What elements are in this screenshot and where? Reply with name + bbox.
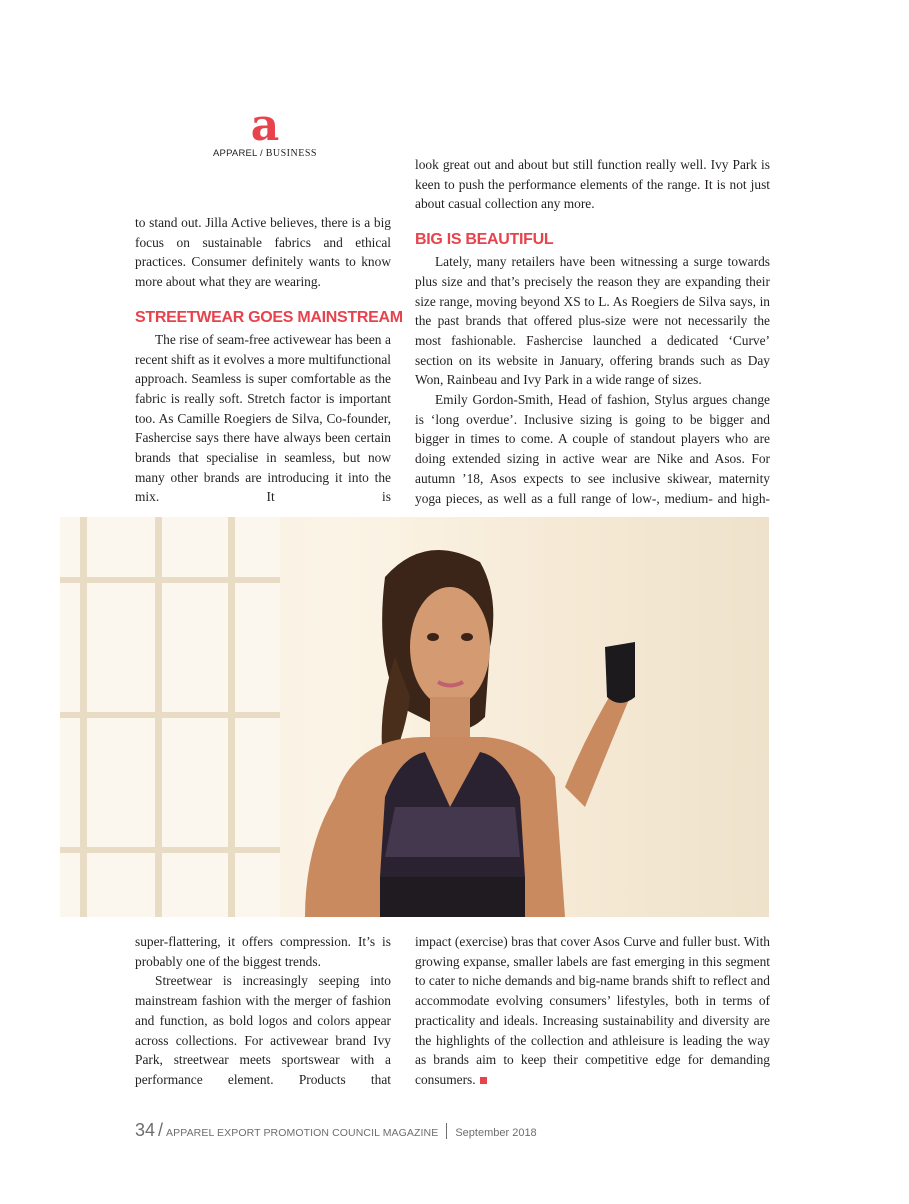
paragraph-inclusive-sizing: Emily Gordon-Smith, Head of fashion, Stylus argues change is ‘long overdue’. Inclusive sizing is going to be bigger and bigger in times to come. A couple of standout players who are doing extended sizing in active wear are Nike and Asos. For autumn ’18, Asos expects to see inclusive skiwear, maternity yoga pieces, as well as a full range of low-, medium- and high-	[415, 392, 770, 506]
issue-date: September 2018	[455, 1127, 537, 1139]
section-label-divider: /	[257, 148, 266, 159]
paragraph-sustainability: to stand out. Jilla Active believes, there is a big focus on sustainable fabrics and ethical practices. Consumer definitely wants to know more about what they are wearing.	[135, 215, 391, 290]
section-label	[205, 148, 325, 159]
end-of-article-icon	[480, 1077, 487, 1084]
paragraph-seam-free: The rise of seam-free activewear has been a recent shift as it evolves a more multifunctional approach. Seamless is super comfortable as the fabric is really soft. Stretch factor is important too. As Camille Roegiers de Silva, Co-founder, Fashercise says there have always been certain brands that specialise in seamless, but now many other brands are introducing it into the mix. It is	[135, 331, 391, 505]
magazine-logo-icon: a	[250, 100, 280, 151]
paragraph-plus-size: Lately, many retailers have been witnessing a surge towards plus size and that’s precisely the reason they are expanding their size range, moving beyond XS to L. As Roegiers de Silva says, in the past brands that offered plus-size were not necessarily the most fashionable. Fashercise launched a dedicated ‘Curve’ section on its website in January, offering brands such as Day Won, Rainbeau and Ivy Park in a wide range of sizes.	[415, 254, 770, 388]
page-number: 34	[135, 1120, 156, 1140]
section-label-business: BUSINESS	[265, 148, 317, 159]
article-photo	[60, 517, 769, 917]
paragraph-compression: super-flattering, it offers compression. It’s is probably one of the biggest trends.	[135, 934, 391, 969]
article-column-2	[415, 155, 770, 508]
paragraph-conclusion	[415, 932, 770, 1090]
heading-streetwear-goes-mainstream: STREETWEAR GOES MAINSTREAM	[135, 308, 403, 326]
model-figure	[235, 537, 635, 917]
paragraph-ivy-park-performance: look great out and about but still function really well. Ivy Park is keen to push the performance elements of the range. It is not just about casual collection any more.	[415, 157, 770, 212]
footer-slash: /	[158, 1120, 164, 1140]
paragraph-conclusion-text: impact (exercise) bras that cover Asos Curve and fuller bust. With growing expanse, smaller labels are fast emerging in this segment to cater to niche demands and big-name brands shift to reflect and accommodate evolving consumers’ lifestyles, both in terms of practicality and ideals. Increasing sustainability and diversity are the highlights of the collection and athleisure is leading the way as brands aim to keep their competitive edge for demanding consumers.	[415, 934, 770, 1087]
article-column-3	[135, 932, 391, 1090]
section-label-apparel: APPAREL	[213, 148, 258, 159]
footer-divider	[446, 1123, 447, 1139]
paragraph-streetwear-mainstream: Streetwear is increasingly seeping into mainstream fashion with the merger of fashion and function, as bold logos and colors appear across collections. For activewear brand Ivy Park, streetwear meets sportswear with a performance element. Products that	[135, 973, 391, 1087]
page-footer	[135, 1120, 537, 1141]
magazine-name: APPAREL EXPORT PROMOTION COUNCIL MAGAZINE	[166, 1127, 439, 1139]
article-column-1	[135, 213, 403, 507]
heading-big-is-beautiful: BIG IS BEAUTIFUL	[415, 231, 554, 249]
article-column-4	[415, 932, 770, 1090]
section-logo	[205, 100, 325, 159]
